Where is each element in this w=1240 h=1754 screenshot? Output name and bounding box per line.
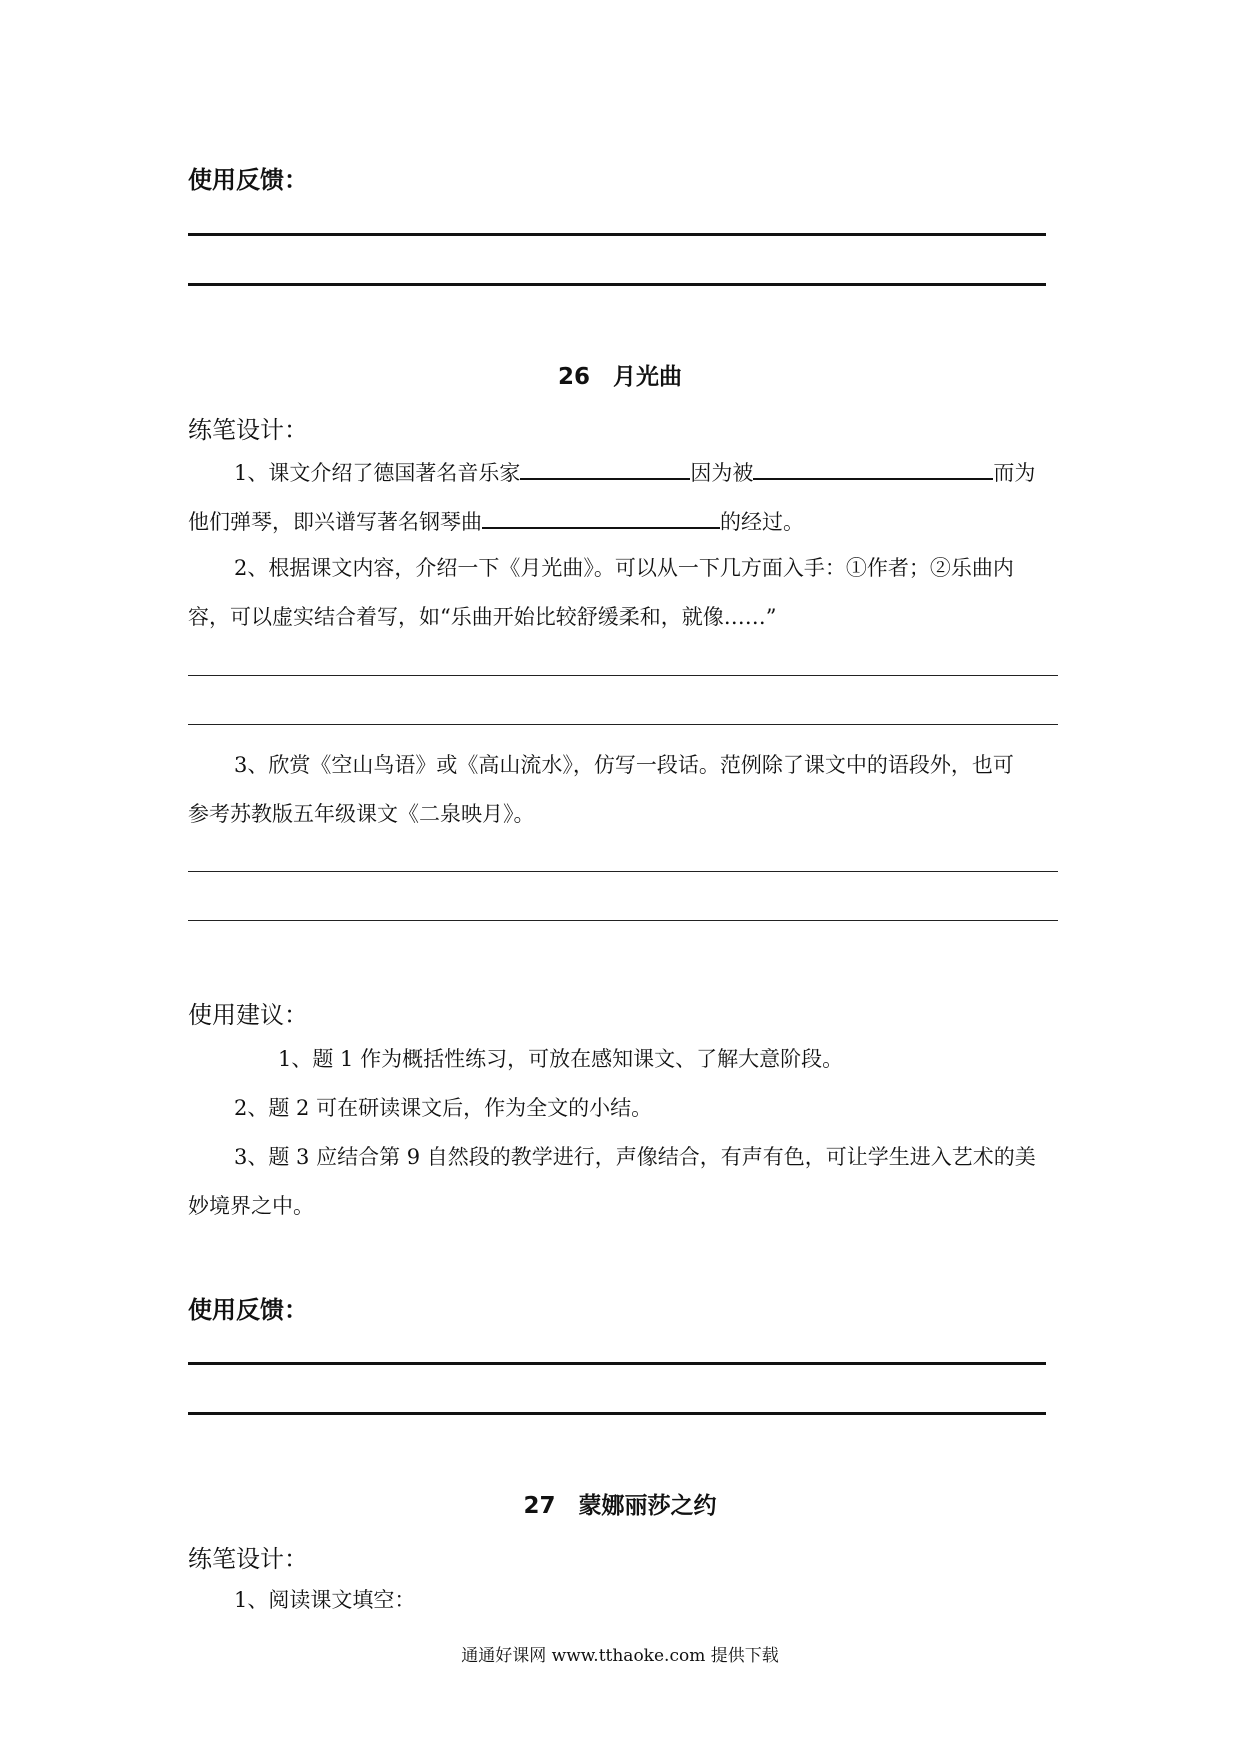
q1-text-c: 而为 xyxy=(993,461,1036,485)
q1-text-e: 的经过。 xyxy=(720,510,804,534)
q1-text-a: 1、课文介绍了德国著名音乐家 xyxy=(234,461,521,485)
q1-text-b: 因为被 xyxy=(690,461,754,485)
lesson-26-feedback-label: 使用反馈： xyxy=(188,1296,308,1324)
advice-2: 2、题 2 可在研读课文后，作为全文的小结。 xyxy=(234,1096,653,1120)
q1-blank-reason[interactable] xyxy=(753,456,993,480)
q3-answer-line-1[interactable] xyxy=(188,871,1058,872)
feedback-line-2 xyxy=(188,283,1046,286)
advice-1: 1、题 1 作为概括性练习，可放在感知课文、了解大意阶段。 xyxy=(278,1047,844,1071)
lesson-26-q1-line2 xyxy=(188,505,804,536)
q1-blank-musician[interactable] xyxy=(520,456,690,480)
lesson-26-q1-line1 xyxy=(234,456,1035,487)
lesson-26-design-label: 练笔设计： xyxy=(188,416,308,444)
feedback-label-top: 使用反馈： xyxy=(188,166,308,194)
q1-blank-piece[interactable] xyxy=(482,505,720,529)
lesson-26-title: 26 月光曲 xyxy=(557,364,682,390)
q1-text-d: 他们弹琴，即兴谱写著名钢琴曲 xyxy=(188,510,482,534)
lesson-26-advice-label: 使用建议： xyxy=(188,1001,308,1029)
q2-answer-line-2[interactable] xyxy=(188,724,1058,725)
q2-answer-line-1[interactable] xyxy=(188,675,1058,676)
lesson-26-feedback-line-1 xyxy=(188,1362,1046,1365)
lesson-26-q2-line2: 容，可以虚实结合着写，如“乐曲开始比较舒缓柔和，就像……” xyxy=(188,605,777,629)
q3-answer-line-2[interactable] xyxy=(188,920,1058,921)
lesson-27-q1: 1、阅读课文填空： xyxy=(234,1588,416,1612)
feedback-line-1 xyxy=(188,233,1046,236)
lesson-26-q3-line1: 3、欣赏《空山鸟语》或《高山流水》，仿写一段话。范例除了课文中的语段外，也可 xyxy=(234,753,1014,777)
advice-3-line2: 妙境界之中。 xyxy=(188,1194,314,1218)
lesson-27-title: 27 蒙娜丽莎之约 xyxy=(523,1493,717,1519)
footer: 通通好课网 www.tthaoke.com 提供下载 xyxy=(461,1646,779,1666)
lesson-27-design-label: 练笔设计： xyxy=(188,1545,308,1573)
lesson-26-feedback-line-2 xyxy=(188,1412,1046,1415)
lesson-26-q2-line1: 2、根据课文内容，介绍一下《月光曲》。可以从一下几方面入手：①作者；②乐曲内 xyxy=(234,556,1014,580)
lesson-26-q3-line2: 参考苏教版五年级课文《二泉映月》。 xyxy=(188,802,535,826)
advice-3-line1: 3、题 3 应结合第 9 自然段的教学进行，声像结合，有声有色，可让学生进入艺术的美 xyxy=(234,1145,1036,1169)
